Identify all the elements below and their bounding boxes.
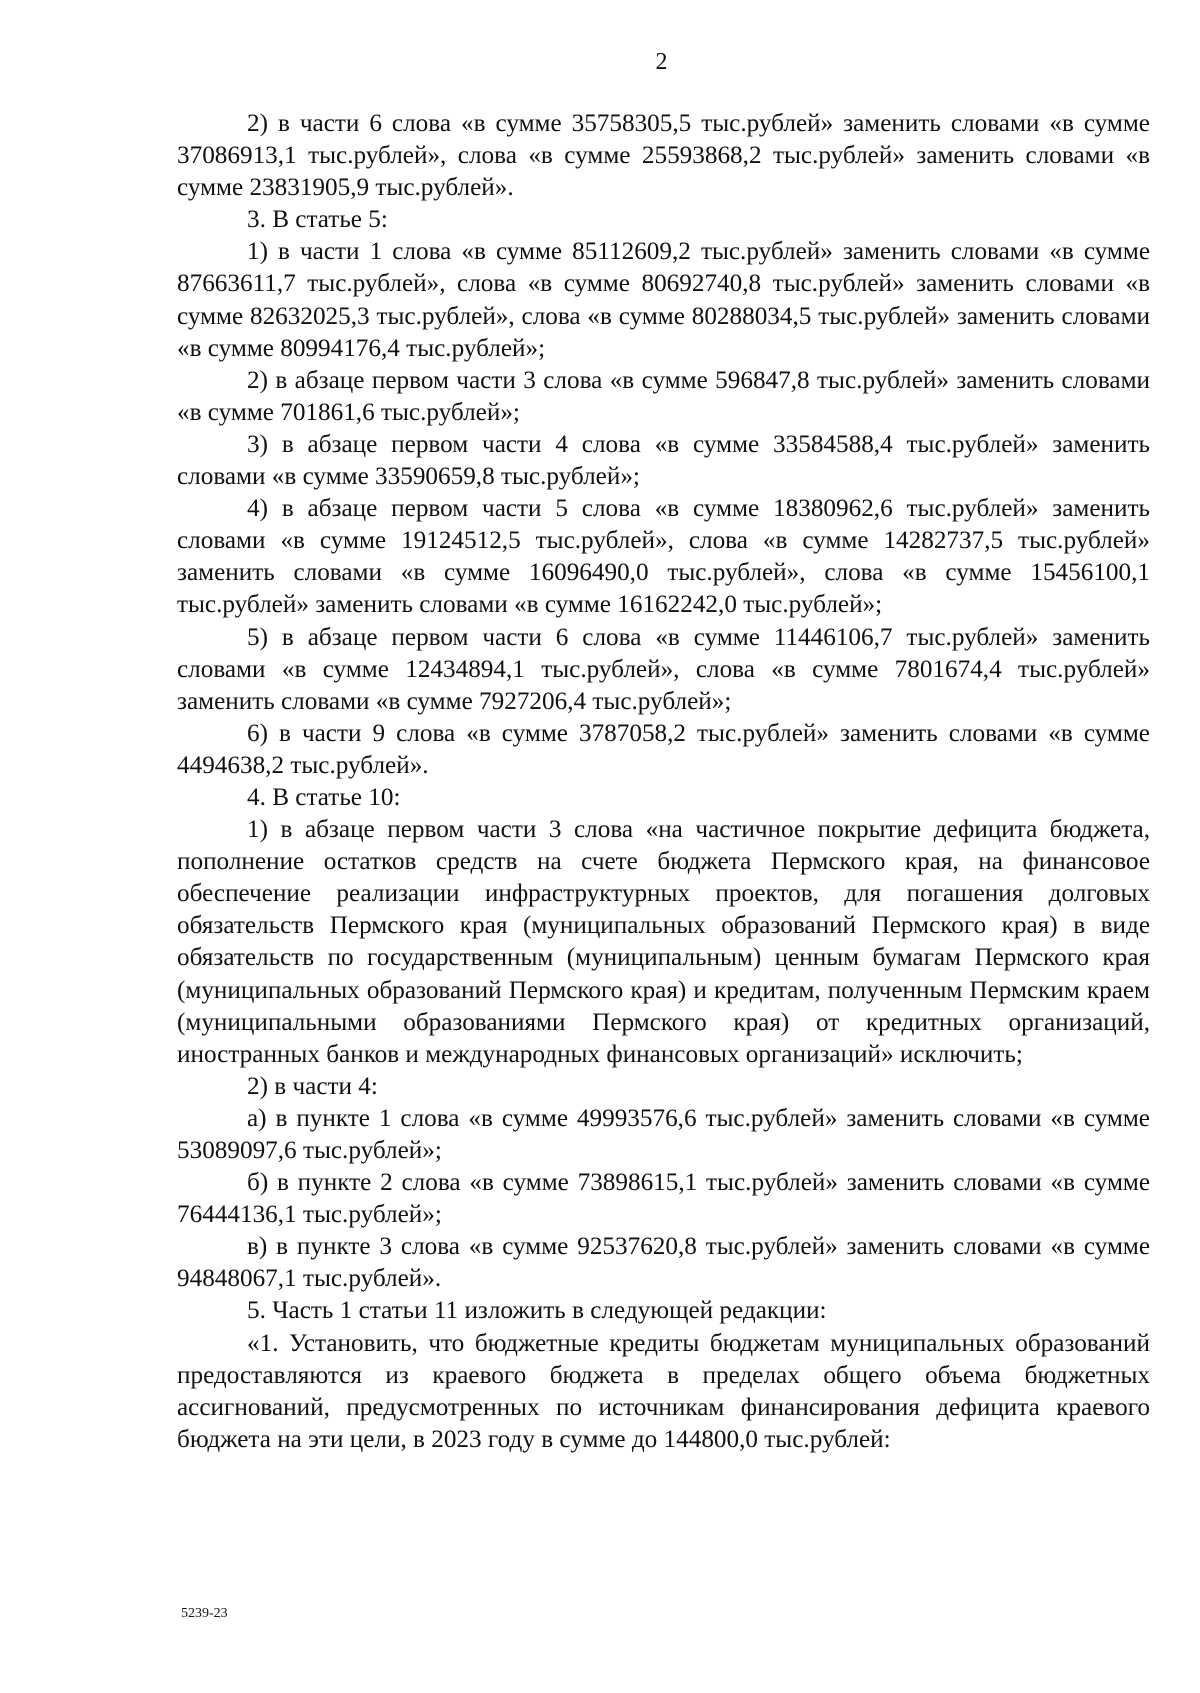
paragraph-article11-part1: «1. Установить, что бюджетные кредиты бюджетам муниципальных образований предоставляются из краевого бюджета в пределах общего объема бюджетных ассигнований, предусмотренных по источникам финансирования дефицита краевого бюджета на эти цели, в 2023 году в сумме до 144800,0 тыс.рублей: xyxy=(177,1329,1150,1453)
paragraph-article5-item1: 1) в части 1 слова «в сумме 85112609,2 тыс.рублей» заменить словами «в сумме 87663611,7 тыс.рублей», слова «в сумме 80692740,8 тыс.рублей» заменить словами «в сумме 82632025,3 тыс.рублей», слова «в сумме 80288034,5 тыс.рублей» заменить словами «в сумме 80994176,4 тыс.рублей»; xyxy=(177,238,1150,362)
paragraph-article10-item1: 1) в абзаце первом части 3 слова «на частичное покрытие дефицита бюджета, пополнение остатков средств на счете бюджета Пермского края, на финансовое обеспечение реализации инфраструктурных проектов, для погашения долговых обязательств Пермского края (муниципальных образований Пермского края) в виде обязательств по государственным (муниципальным) ценным бумагам Пермского края (муниципальных образований Пермского края) и кредитам, полученным Пермским краем (муниципальными образованиями Пермского края) от кредитных организаций, иностранных банков и международных финансовых организаций» исключить; xyxy=(177,816,1150,1068)
paragraph-article10-item2: 2) в части 4: xyxy=(247,1072,378,1100)
paragraph-article5-item4: 4) в абзаце первом части 5 слова «в сумме 18380962,6 тыс.рублей» заменить словами «в сумме 19124512,5 тыс.рублей», слова «в сумме 14282737,5 тыс.рублей» заменить словами «в сумме 16096490,0 тыс.рублей», слова «в сумме 15456100,1 тыс.рублей» заменить словами «в сумме 16162242,0 тыс.рублей»; xyxy=(177,495,1150,619)
paragraph-article4-part6: 2) в части 6 слова «в сумме 35758305,5 тыс.рублей» заменить словами «в сумме 37086913,1 тыс.рублей», слова «в сумме 25593868,2 тыс.рублей» заменить словами «в сумме 23831905,9 тыс.рублей». xyxy=(177,110,1150,202)
paragraph-article10-item2b: б) в пункте 2 слова «в сумме 73898615,1 тыс.рублей» заменить словами «в сумме 76444136,1 тыс.рублей»; xyxy=(177,1169,1150,1229)
paragraph-article5-item5: 5) в абзаце первом части 6 слова «в сумме 11446106,7 тыс.рублей» заменить словами «в сумме 12434894,1 тыс.рублей», слова «в сумме 7801674,4 тыс.рублей» заменить словами «в сумме 7927206,4 тыс.рублей»; xyxy=(177,623,1150,715)
paragraph-article10-item2c: в) в пункте 3 слова «в сумме 92537620,8 тыс.рублей» заменить словами «в сумме 94848067,1 тыс.рублей». xyxy=(177,1233,1150,1293)
paragraph-article11-heading: 5. Часть 1 статьи 11 изложить в следующей редакции: xyxy=(247,1297,827,1325)
paragraph-article5-item6: 6) в части 9 слова «в сумме 3787058,2 тыс.рублей» заменить словами «в сумме 4494638,2 тыс.рублей». xyxy=(177,719,1150,779)
paragraph-article5-item2: 2) в абзаце первом части 3 слова «в сумме 596847,8 тыс.рублей» заменить словами «в сумме 701861,6 тыс.рублей»; xyxy=(177,366,1150,426)
document-code: 5239-23 xyxy=(181,1606,228,1621)
paragraph-article5-heading: 3. В статье 5: xyxy=(247,206,388,234)
document-body xyxy=(177,108,1150,1456)
paragraph-article10-heading: 4. В статье 10: xyxy=(247,783,401,811)
paragraph-article10-item2a: а) в пункте 1 слова «в сумме 49993576,6 тыс.рублей» заменить словами «в сумме 53089097,6 тыс.рублей»; xyxy=(177,1104,1150,1164)
paragraph-article5-item3: 3) в абзаце первом части 4 слова «в сумме 33584588,4 тыс.рублей» заменить словами «в сумме 33590659,8 тыс.рублей»; xyxy=(177,430,1150,491)
page-number: 2 xyxy=(655,49,668,75)
